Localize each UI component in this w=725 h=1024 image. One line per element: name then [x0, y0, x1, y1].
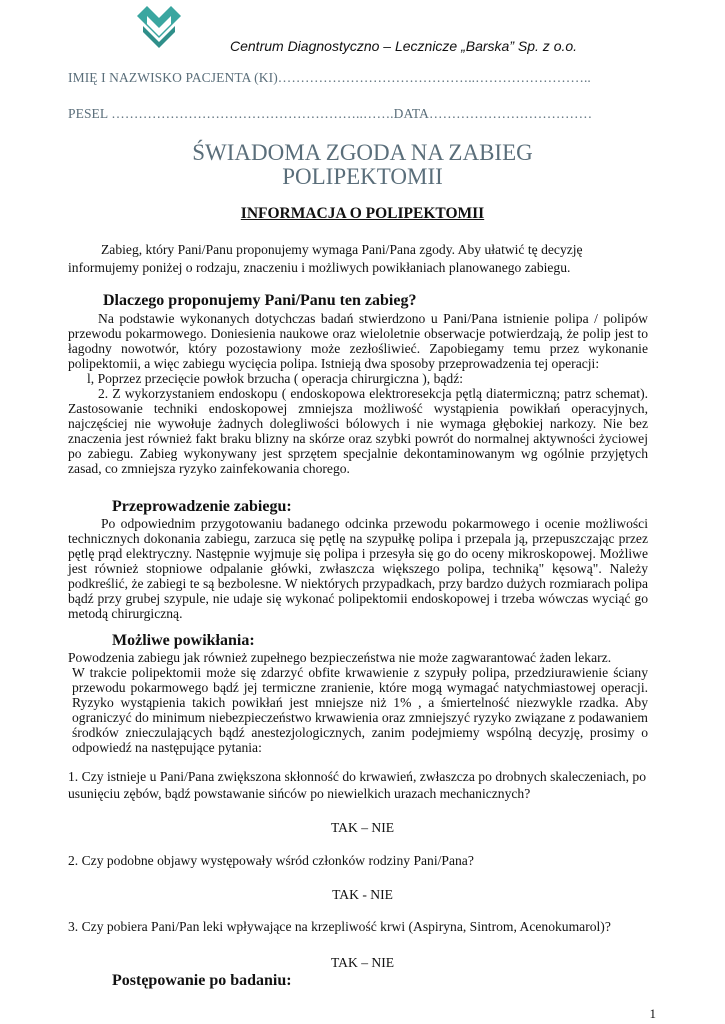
section-complications-first-line: Powodzenia zabiegu jak również zupełnego bezpieczeństwa nie może zagwarantować żaden lekarz. — [68, 650, 612, 665]
question-3-answer: TAK – NIE — [330, 955, 395, 970]
section-after-heading: Postępowanie po badaniu: — [112, 972, 292, 989]
section-why-item-1: l, Poprzez przecięcie powłok brzucha ( operacja chirurgiczna ), bądź: — [87, 371, 464, 386]
section-complications-heading: Możliwe powikłania: — [112, 632, 255, 649]
document-title-line2: POLIPEKTOMII — [282, 164, 443, 189]
clinic-logo-icon — [133, 2, 185, 50]
document-title-line1: ŚWIADOMA ZGODA NA ZABIEG — [192, 140, 533, 165]
question-3: 3. Czy pobiera Pani/Pan leki wpływające na krzepliwość krwi (Aspiryna, Sintrom, Acenokumarol)? — [68, 919, 611, 934]
question-2: 2. Czy podobne objawy występowały wśród członków rodziny Pani/Pana? — [68, 853, 474, 868]
section-why-paragraph: Na podstawie wykonanych dotychczas badań stwierdzono u Pani/Pana istnienie polipa / polipów przewodu pokarmowego. Doniesienia naukowe oraz wieloletnie obserwacje potwierdzają, że polip jest to łagodny nowotwór, który pozostawiony może zezłośliwieć. Zapobiegamy temu przez wykonanie polipektomii, a więc zabiegu wycięcia polipa. Istnieją dwa sposoby przeprowadzenia tej operacji: — [68, 311, 648, 371]
question-2-answer: TAK - NIE — [332, 887, 393, 902]
section-complications-paragraph: W trakcie polipektomii może się zdarzyć obfite krwawienie z szypuły polipa, przedziurawienie ściany przewodu pokarmowego bądź jej termiczne zranienie, które mogą wymagać natychmiastowej operacji. Ryzyko wystąpienia takich powikłań jest mniejsze niż 1% , a śmiertelność niezwykle rzadka. Aby ograniczyć do minimum niebezpieczeństwo krwawienia oraz zmniejszyć ryzyko związane z podawaniem środków znieczulających bądź anestezjologicznych, zanim podejmiemy wspólną decyzję, prosimy o odpowiedź na następujące pytania: — [72, 665, 648, 755]
section-procedure-paragraph: Po odpowiednim przygotowaniu badanego odcinka przewodu pokarmowego i ocenie możliwości technicznych dokonania zabiegu, zarzuca się pętlę na szypułkę polipa i przepala ją, przepuszczając przez pętlę prąd elektryczny. Następnie wyjmuje się polipa i przesyła się go do oceny mikroskopowej. Możliwe jest również stopniowe odpalanie główki, zwłaszcza większego polipa, techniką" kęsową". Należy podkreślić, że zabiegi te są bezbolesne. W niektórych przypadkach, przy bardzo dużych rozmiarach polipa bądź przy grubej szypule, nie udaje się wykonać polipektomii endoskopowej i trzeba wówczas wyciąć go metodą chirurgiczną. — [68, 516, 648, 621]
section-why-heading: Dlaczego proponujemy Pani/Panu ten zabieg? — [103, 292, 417, 309]
patient-name-field: IMIĘ I NAZWISKO PACJENTA (KI)……………………………………..…………………….. — [68, 70, 591, 85]
page-number: 1 — [649, 1006, 656, 1021]
question-1-answer: TAK – NIE — [330, 820, 395, 835]
section-procedure-heading: Przeprowadzenie zabiegu: — [112, 498, 292, 515]
question-1: 1. Czy istnieje u Pani/Pana zwiększona skłonność do krwawień, zwłaszcza po drobnych skaleczeniach, po usunięciu zębów, bądź powstawanie sińców po niewielkich urazach mechanicznych? — [68, 769, 646, 801]
intro-line-1: Zabieg, który Pani/Panu proponujemy wymaga Pani/Pana zgody. Aby ułatwić tę decyzję — [101, 242, 583, 257]
section-complications-body — [68, 650, 648, 755]
section-why-body — [68, 311, 648, 476]
document-subtitle: INFORMACJA O POLIPEKTOMII — [240, 205, 485, 222]
intro-line-2: informujemy poniżej o rodzaju, znaczeniu i możliwych powikłaniach planowanego zabiegu. — [68, 260, 571, 275]
section-procedure-body — [68, 516, 648, 621]
pesel-date-field: PESEL ………………………………………………..…….DATA……………………………… — [68, 106, 593, 121]
section-why-item-2: 2. Z wykorzystaniem endoskopu ( endoskopowa elektroresekcja pętlą diatermiczną; patrz schemat). Zastosowanie techniki endoskopowej zmniejsza możliwość wystąpienia powikłań operacyjnych, najczęściej nie wywołuje żadnych dolegliwości bólowych i nie wymaga głębokiej narkozy. Nie bez znaczenia jest również fakt braku blizny na skórze oraz szybki powrót do normalnej aktywności życiowej po zabiegu. Zabieg wykonywany jest sprzętem specjalnie dekontaminowanym wg ogólnie przyjętych zasad, co zmniejsza ryzyko zainfekowania chorego. — [68, 386, 648, 476]
clinic-name: Centrum Diagnostyczno – Lecznicze „Barska” Sp. z o.o. — [230, 38, 578, 54]
